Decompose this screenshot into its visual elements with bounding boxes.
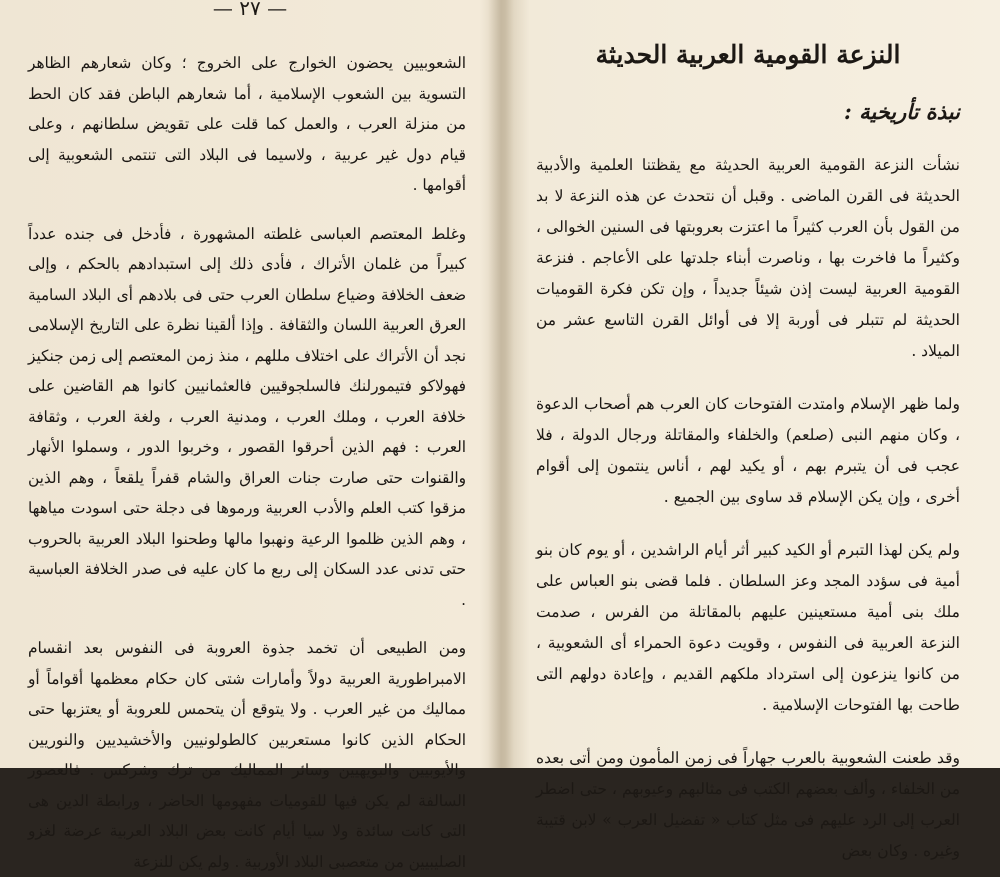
left-paragraph-2: وغلط المعتصم العباسى غلطته المشهورة ، فأدخل فى جنده عدداً كبيراً من غلمان الأتراك ، فأدى ذلك إلى استبدادهم بالحكم ، وإلى ضعف الخلافة وضياع سلطان العرب حتى فى بلادهم أى البلاد السامية العرق العربية اللسان والثقافة . وإذا ألقينا نظرة على التاريخ الإسلامى نجد أن الأتراك على اختلاف مللهم ، منذ زمن المعتصم إلى زمن جنكيز فهولاكو فتيمورلنك فالسلجوقيين فالعثمانيين كانوا هم القاضين على خلافة العرب ، وملك العرب ، ومدنية العرب ، ولغة العرب ، وثقافة العرب : فهم الذين أحرقوا القصور ، وخربوا الدور ، وسملوا الأنهار والقنوات حتى صارت جنات العراق والشام قفراً يلقعاً ، وهم الذين مزقوا كتب العلم والأدب العربية ورموها فى دجلة حتى اسودت مياهها ، وهم الذين ظلموا الرعية ونهبوا مالها وطحنوا البلاد العربية بالحروب حتى تدنى عدد السكان إلى ربع ما كان عليه فى صدر الخلافة العباسية .	[28, 224, 466, 609]
left-paragraph-3: ومن الطبيعى أن تخمد جذوة العروبة فى النفوس بعد انقسام الامبراطورية العربية دولاً وأمارات شتى كان حكام معظمها أقواماً أو مماليك من غير العرب . ولا يتوقع أن يتحمس للعروبة أو يعتزبها حتى الحكام الذين كانوا مستعربين كالطولونيين والأخشيديين والنوريين والأيوبيين والبويهيين وسائر المماليك من ترك وشركس . فالعصور السالفة لم يكن فيها للقوميات مفهومها الحاضر ، ورابطة الدين هى التى كانت سائدة ولا سيا أيام كانت بعض البلاد العربية عرضة لغزو الصليبيين من متعصبى البلاد الأوربية . ولم يكن للنزعة	[28, 639, 466, 871]
page-number: — ٢٧ —	[212, 0, 288, 20]
right-page	[500, 0, 1000, 860]
left-page	[0, 0, 500, 871]
section-heading: نبذة تأريخية :	[844, 99, 960, 124]
right-paragraph-2: ولما ظهر الإسلام وامتدت الفتوحات كان العرب هم أصحاب الدعوة ، وكان منهم النبى (صلعم) والخلفاء والمقاتلة ورجال الدولة ، فلا عجب فى أن يتبرم بهم ، أو يكيد لهم ، أناس ينتمون إلى أقوام أخرى ، وإن يكن الإسلام قد ساوى بين الجميع .	[536, 395, 960, 506]
chapter-title: النزعة القومية العربية الحديثة	[595, 40, 901, 69]
right-paragraph-3: ولم يكن لهذا التبرم أو الكيد كبير أثر أيام الراشدين ، أو يوم كان بنو أمية فى سؤدد المجد وعز السلطان . فلما قضى بنو العباس على ملك بنى أمية مستعينين عليهم بالمقاتلة من الفرس ، صدمت النزعة العربية فى النفوس ، وقويت دعوة الحمراء أى الشعوبية ، من كانوا ينزعون إلى استرداد ملكهم القديم ، وإعادة دولهم التى طاحت بها الفتوحات الإسلامية .	[536, 541, 960, 714]
right-paragraph-1: نشأت النزعة القومية العربية الحديثة مع يقظتنا العلمية والأدبية الحديثة فى القرن الماضى . وقبل أن نتحدث عن هذه النزعة لا بد من القول بأن العرب كثيراً ما اعتزت بعروبتها فى السنين الخوالى ، وكثيراً ما فاخرت بها ، وناصرت أبناء جلدتها على الأعاجم . فنزعة القومية العربية ليست إذن شيئاً جديداً ، وإن تكن فكرة القوميات الحديثة لم تتبلر فى أوربة إلا فى أوائل القرن التاسع عشر من الميلاد .	[536, 156, 960, 360]
left-paragraph-1: الشعوبيين يحضون الخوارج على الخروج ؛ وكان شعارهم الظاهر التسوية بين الشعوب الإسلامية ، أما شعارهم الباطن فقد كان الحط من منزلة العرب ، والعمل كما قلت على تقويض سلطانهم ، وعلى قيام دول غير عربية ، ولاسيما فى البلاد التى تنتمى الشعوبية إلى أقوامها .	[28, 54, 466, 194]
right-paragraph-4: وقد طعنت الشعوبية بالعرب جهاراً فى زمن المأمون ومن أتى بعده من الخلفاء ، وألف بعضهم الكتب فى مثالبهم وعيوبهم ، حتى اضطر العرب إلى الرد عليهم فى مثل كتاب « تفضيل العرب » لابن قتيبة وغيره . وكان بعض	[536, 749, 960, 860]
